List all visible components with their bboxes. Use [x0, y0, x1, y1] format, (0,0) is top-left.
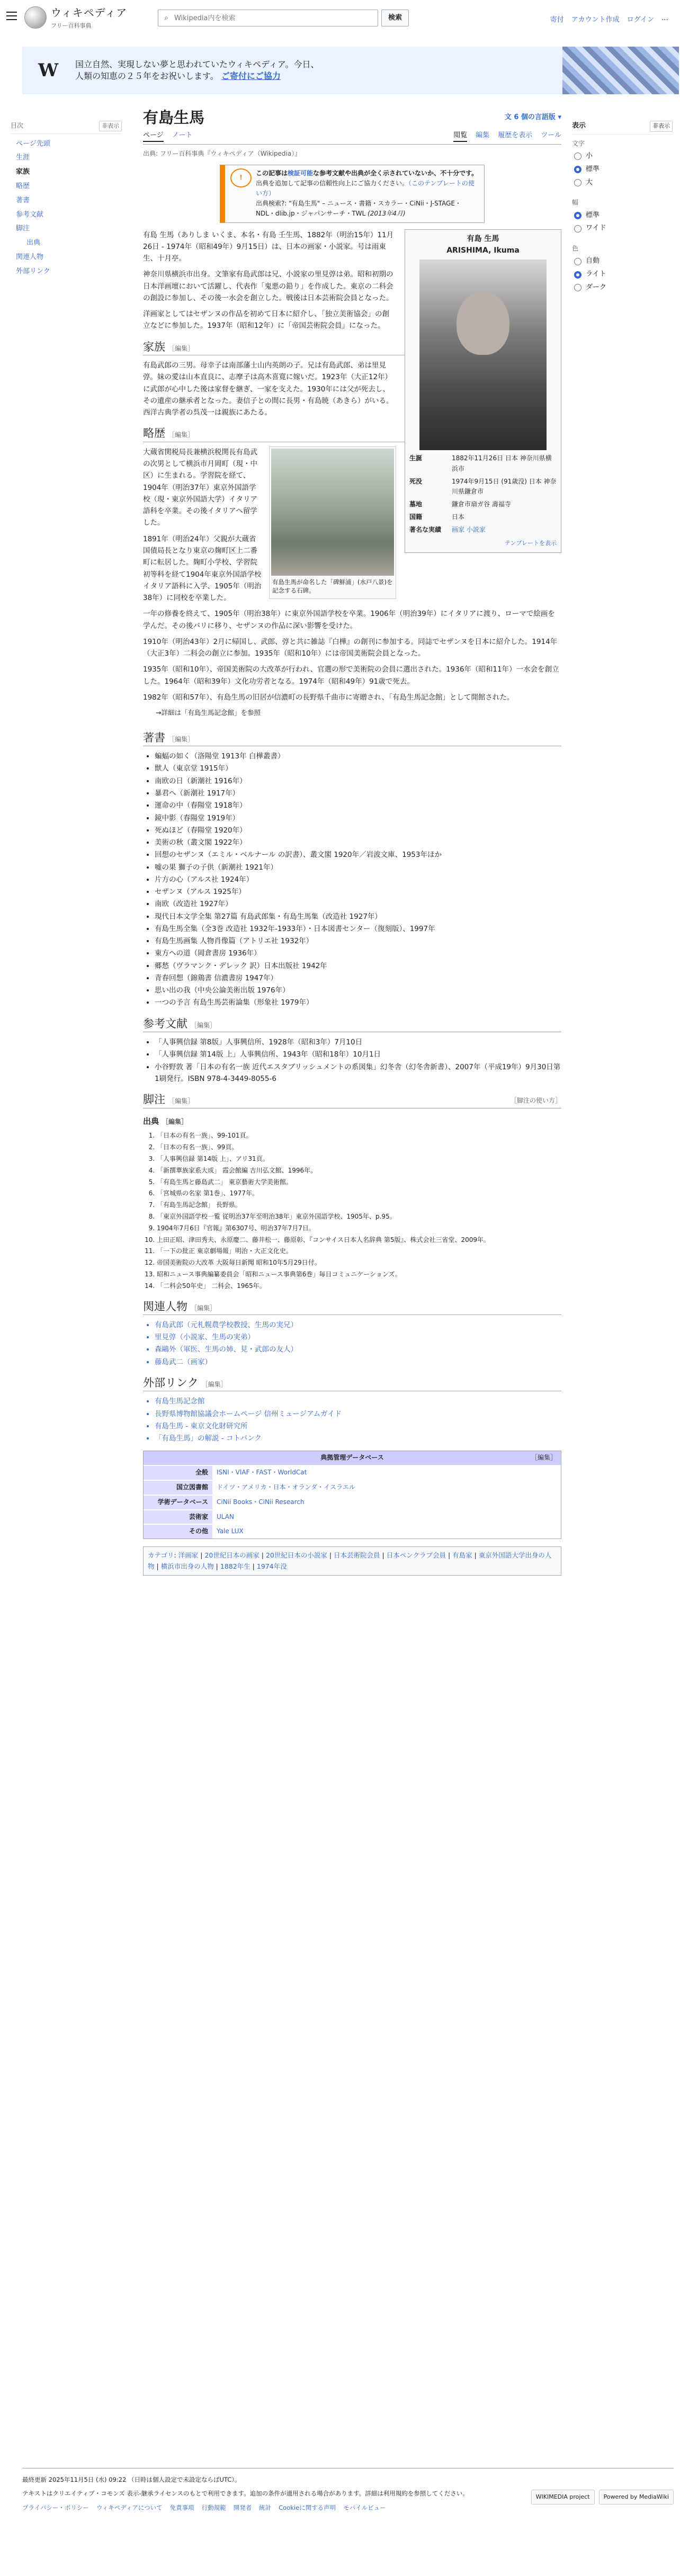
edit-section-link[interactable]: ［編集］ [168, 431, 194, 439]
list-item[interactable]: • 森鷗外（軍医、生馬の姉、見・武郎の友人） [155, 1344, 561, 1355]
heading-text: 脚注 [143, 1093, 165, 1106]
create-account-link[interactable]: アカウント作成 [571, 16, 620, 24]
license-text: テキストはクリエイティブ・コモンズ 表示-継承ライセンスのもとで利用できます。追加の条件が適用される場合があります。詳細は利用規約を参照してください。 [22, 2490, 469, 2498]
list-item: • 蝙蝠の如く（洛陽堂 1913年 白樺叢書） [155, 750, 561, 762]
navbox-links[interactable]: Yale LUX [212, 1524, 561, 1539]
warning-icon: ! [230, 168, 252, 187]
infobox-value: 1974年9月15日 (91歳没) 日本 神奈川県鎌倉市 [452, 477, 557, 496]
more-icon[interactable]: ⋯ [661, 16, 668, 24]
footnote-help-link[interactable]: ［脚注の使い方］ [510, 1097, 561, 1105]
page-title: 有島生馬 [143, 109, 205, 127]
thumbnail-caption: 有島生馬が命名した「碑鮮浦」(水戸八景)を記念する石碑。 [272, 578, 393, 594]
heading-text: 関連人物 [143, 1300, 187, 1313]
list-item: • 運命の中（春陽堂 1918年） [155, 800, 561, 811]
categories-label[interactable]: カテゴリ [148, 1551, 174, 1560]
list-item: • 有島生馬全集（全3巻 改造社 1932年-1933年）・日本図書センター（復刻版）、1997年 [155, 923, 561, 935]
category-link[interactable]: 東京外国語大学出身の人物 [148, 1551, 552, 1570]
infobox-value[interactable]: 画家 小説家 [452, 525, 486, 533]
article-body [143, 229, 561, 1576]
toc-item-career[interactable]: 略歴 [16, 182, 30, 190]
section-heading-works [143, 730, 561, 746]
career-paragraph: 1891年（明治24年）父親が大蔵省国債局長となり東京の麹町区上二番町に転居した。麹町小学校、学習院初等科を経て1904年東京外国語学校イタリア語科に入学、1905年（明治38年）に同校を卒業した。 [143, 534, 262, 603]
external-link[interactable]: • 長野県博物館協議会ホームページ 信州ミュージアムガイド [155, 1408, 561, 1420]
donate-link[interactable]: 寄付 [550, 16, 564, 24]
toc-item-notes[interactable]: 脚注 [16, 225, 30, 233]
infobox-name: 有島 生馬 [467, 234, 499, 243]
color-auto[interactable] [574, 256, 673, 267]
footnote: 2. 「日本の有名一族」、99頁。 [157, 1142, 561, 1153]
footnote: 7. 「有島生馬記念館」 長野県。 [157, 1200, 561, 1211]
navbox-table [144, 1465, 561, 1539]
footnote: 5. 「有島生馬と藤島武二」 東京藝術大学美術館。 [157, 1177, 561, 1188]
language-button-label: 6 個の言語版 [514, 113, 556, 121]
footer-badges [531, 2490, 674, 2505]
notice-text: な参考文献や出典が全く示されていないか、不十分です。 [313, 169, 478, 177]
infobox-key: 死没 [409, 477, 423, 485]
infobox [405, 229, 561, 553]
list-item: • 思い出の我（中央公論美術出版 1976年） [155, 985, 561, 996]
category-links: カテゴリ: 洋画家 | 20世紀日本の画家 | 20世紀日本の小説家 | 日本芸術院会員 | 日本ペンクラブ会員 | 有島家 | 東京外国語大学出身の人物 | 横浜市出身の人物 | 1882年生 | 1974年没 [143, 1546, 561, 1576]
navbox-header [144, 1451, 561, 1465]
career-paragraph: 1935年（昭和10年）、帝国美術院の大改革が行われ、官選の形で美術院の会員に選出された。1936年（昭和11年）一水会を創立した。1964年（昭和39年）文化功労者となる。1974年（昭和49年）91歳で死去。 [143, 665, 559, 686]
navbox-key: 学術データベース [144, 1495, 212, 1510]
career-paragraph: 大蔵省関税局長兼横浜税関長有島武の次男として横浜市月岡町（現・中区）に生まれる。学習院を経て、1904年（明治37年）東京外国語学校（現・東京外国語大学）イタリア語科を卒業。その後イタリアへ留学した。 [143, 448, 257, 527]
list-item: • 「人事興信録 第8版」人事興信所、1928年（昭和3年）7月10日 [155, 1036, 561, 1048]
footer-link[interactable]: 免責事項 [169, 2503, 194, 2511]
navbox-links[interactable]: ULAN [212, 1510, 561, 1525]
footer-link[interactable]: 統計 [259, 2503, 272, 2511]
logo-subtitle: フリー百科事典 [51, 22, 92, 29]
toc-title: 目次 [11, 122, 24, 129]
navbox-key: その他 [144, 1524, 212, 1539]
color-label: 色 [572, 245, 579, 253]
color-dark[interactable] [574, 282, 673, 293]
site-header [0, 0, 680, 38]
navbox-key: 全般 [144, 1465, 212, 1480]
page-tabs [143, 130, 561, 145]
list-item: • 死ぬほど（春陽堂 1920年） [155, 825, 561, 836]
footnotes-list [157, 1131, 561, 1291]
login-link[interactable]: ログイン [627, 16, 654, 24]
search-button[interactable]: 検索 [381, 10, 409, 26]
intro-paragraph: 洋画家としてはセザンヌの作品を初めて日本に紹介し、「独立美術協会」の創立などに参加した。1937年（昭和12年）に「帝国芸術院会員」になった。 [143, 310, 389, 330]
banner-puzzle-image [562, 47, 679, 94]
category-link[interactable]: 横浜市出身の人物 [160, 1562, 214, 1570]
verifiable-link[interactable]: 検証可能 [288, 169, 314, 177]
list-item: • 南欧（改造社 1927年） [155, 898, 561, 910]
list-item: • 東方への道（岡倉書房 1936年） [155, 947, 561, 959]
list-item: • 青春回想（錦鶏書 信濃書房 1947年） [155, 972, 561, 984]
monument-image[interactable] [271, 449, 394, 576]
category-link[interactable]: 1974年没 [256, 1562, 287, 1570]
navbox-title: 典拠管理データベース [320, 1454, 384, 1462]
footer-link[interactable]: モバイルビュー [343, 2503, 386, 2511]
list-item: • 有島生馬画集 人物肖像篇（アトリエ社 1932年） [155, 935, 561, 947]
edit-section-link[interactable]: ［編集］ [168, 344, 194, 352]
width-standard[interactable] [574, 210, 673, 221]
category-link[interactable]: 洋画家 [178, 1551, 199, 1560]
option-label: ライト [586, 270, 606, 279]
source-search-links[interactable]: 出典検索?: "有島生馬" – ニュース・書籍・スカラー・CiNii・J-STAGE・NDL・dlib.jp・ジャパンサーチ・TWL [256, 200, 461, 218]
external-links-list [155, 1396, 561, 1444]
category-link[interactable]: 1882年生 [220, 1562, 250, 1570]
article [143, 101, 561, 1576]
option-label: ワイド [586, 224, 606, 232]
see-also-note[interactable]: →詳細は「有島生馬記念館」を参照 [156, 709, 261, 717]
navbox-links[interactable]: ドイツ・アメリカ・日本・オランダ・イスラエル [212, 1480, 561, 1495]
external-link[interactable]: • 有島生馬記念館 [155, 1396, 561, 1407]
list-item: • 美術の秋（叢文閣 1922年） [155, 837, 561, 848]
radio-selected-icon [574, 166, 581, 173]
category-link[interactable]: 日本芸術院会員 [334, 1551, 380, 1560]
list-item: • 鏡中影（春陽堂 1919年） [155, 812, 561, 824]
list-item: • 獣人（東京堂 1915年） [155, 763, 561, 774]
edit-section-link[interactable]: ［編集］ [168, 735, 194, 743]
banner-logo: W [38, 59, 59, 81]
footnote: 12. 帝国美術院の大改革 大阪毎日新聞 昭和10年5月29日付。 [157, 1258, 561, 1268]
category-link[interactable]: 20世紀日本の画家 [204, 1551, 260, 1560]
references-list [155, 1036, 561, 1085]
toc-item-works[interactable]: 著書 [16, 196, 30, 204]
width-label: 幅 [572, 199, 579, 207]
wikimedia-badge[interactable]: WIKIMEDIA project [531, 2490, 595, 2505]
navbox-edit-link[interactable]: ［編集］ [531, 1454, 557, 1462]
heading-text: 家族 [143, 340, 165, 353]
edit-section-link[interactable]: ［編集］ [168, 1097, 194, 1105]
banner-text [75, 59, 562, 83]
tab-history[interactable]: 履歴を表示 [498, 131, 533, 139]
career-paragraph: 1982年（昭和57年）、有島生馬の旧居が信濃町の長野県千曲市に寄贈され、「有島生馬記念館」として開館された。 [143, 693, 514, 702]
option-label: 標準 [586, 165, 600, 173]
monument-thumbnail [269, 446, 396, 599]
notice-text: この記事は [256, 169, 288, 177]
infobox-key: 墓地 [409, 500, 423, 508]
text-size-large[interactable] [574, 177, 673, 189]
infobox-key: 生誕 [409, 454, 423, 462]
search-icon: ⌕ [164, 13, 168, 22]
option-label: 標準 [586, 211, 600, 219]
list-item: • 郷愁（ヴラマンク・デレック 訳）日本出版社 1942年 [155, 960, 561, 972]
footnote: 1. 「日本の有名一族」、99-101頁。 [157, 1131, 561, 1141]
list-item: • 暴君へ（新潮社 1917年） [155, 788, 561, 799]
works-list [155, 750, 561, 1009]
page-footer [22, 2468, 674, 2512]
navbox-key: 国立図書館 [144, 1480, 212, 1495]
source-line: 出典: フリー百科事典『ウィキペディア（Wikipedia）』 [143, 150, 301, 158]
tab-page[interactable]: ページ [143, 130, 164, 142]
option-label: 自動 [586, 257, 600, 265]
heading-text: 著書 [143, 731, 165, 744]
toc-hide-button[interactable]: 非表示 [99, 121, 122, 131]
width-wide[interactable] [574, 223, 673, 234]
list-item[interactable]: • 藤島武二（画家） [155, 1356, 561, 1368]
notice-date: (2013年4月) [368, 210, 406, 218]
color-light[interactable] [574, 269, 673, 280]
footnote: 4. 「新撰華族家系大成」 霞会館編 吉川弘文館、1996年。 [157, 1166, 561, 1176]
list-item: • 「人事興信録 第14版 上」人事興信所、1943年（昭和18年）10月1日 [155, 1049, 561, 1060]
citation-needed-notice [220, 165, 485, 223]
intro-paragraph: 有島 生馬（ありしま いくま、本名・有島 壬生馬、1882年（明治15年）11月26日 - 1974年（昭和49年）9月15日）は、日本の画家・小説家。号は雨東生、十月亭。 [143, 230, 394, 263]
footnote: 11. 「一下の批正 東京劇場報」明治・大正文化史。 [157, 1246, 561, 1257]
appearance-panel [572, 121, 673, 296]
tab-tools[interactable]: ツール [541, 131, 561, 139]
radio-icon [574, 258, 581, 265]
heading-text: 外部リンク [143, 1376, 199, 1389]
external-link[interactable]: • 有島生馬 - 東京文化財研究所 [155, 1420, 561, 1432]
list-item: • 嘘の果 獅子の子供（新潮社 1921年） [155, 862, 561, 873]
footnote: 8. 「東京外国語学校一覧 従明治37年至明治38年」東京外国語学校、1905年、p.95。 [157, 1212, 561, 1222]
text-size-label: 文字 [572, 139, 585, 147]
infobox-key: 国籍 [409, 513, 423, 521]
list-item: • 小谷野敦 著「日本の有名一族 近代エスタブリッシュメントの系図集」幻冬舎（幻冬舎新書）、2007年（平成19年）9月30日第1刷発行。ISBN 978-4-3449-8055-6 [155, 1061, 561, 1085]
toc-item-references[interactable]: 参考文献 [16, 210, 44, 219]
list-item: • 片方の心（アルス社 1924年） [155, 874, 561, 885]
section-heading-related [143, 1299, 561, 1315]
infobox-roman: ARISHIMA, Ikuma [446, 246, 520, 255]
radio-icon [574, 284, 581, 291]
career-paragraph: 1910年（明治43年）2月に帰国し、武郎、弴と共に雑誌『白樺』の創刊に参加する。同誌でセザンヌを日本に紹介した。1914年（大正3年）二科会の創立に参加。1935年（昭和10年）には帝国美術院会員となった。 [143, 637, 558, 658]
category-link[interactable]: 20世紀日本の小説家 [265, 1551, 327, 1560]
list-item: • 回想のセザンヌ（エミル・ベルナール の訳書）、叢文閣 1920年／岩波文庫、1953年ほか [155, 849, 561, 861]
infobox-value: 日本 [452, 513, 465, 521]
language-button[interactable]: 文 6 個の言語版 ▾ [504, 113, 561, 121]
header-links [550, 15, 668, 26]
edit-section-link[interactable]: ［編集］ [191, 1021, 217, 1029]
infobox-value: 1882年11月26日 日本 神奈川県横浜市 [452, 454, 552, 472]
external-link[interactable]: • 「有島生馬」の解説 - コトバンク [155, 1433, 561, 1444]
intro-paragraph: 神奈川県横浜市出身。文筆家有島武郎は兄、小説家の里見弴は弟。昭和初期の日本洋画壇において活躍し、代表作「鬼悪の鉛り」を作成した。東京の二科会の創設に参加し、その後一水会を創立した。戦後は日本芸術院会員となった。 [143, 270, 393, 302]
table-of-contents [11, 121, 122, 279]
portrait-photo[interactable] [419, 260, 547, 450]
notice-text: 出典を追加して記事の信頼性向上にご協力ください。 [256, 179, 409, 187]
tab-talk[interactable]: ノート [172, 131, 193, 139]
tab-edit[interactable]: 編集 [476, 131, 490, 139]
family-paragraph: 有島武郎の三男。母幸子は南部藩士山内英朗の子。兄は有島武郎、弟は里見弴。妹の愛は山本直良に、志摩子は高木喜寛に嫁いだ。1923年（大正12年）に武郎が心中した後は家督を継ぎ、一家を支えた。1930年には父が死去し、その遺産の継承者となった。妻信子との間に長男・有島暁（あきら）がいる。西洋古典学者の呉茂一は親族にあたる。 [143, 361, 393, 417]
tab-read[interactable]: 閲覧 [453, 130, 467, 142]
section-heading-references [143, 1016, 561, 1032]
infobox-key: 著名な実績 [409, 525, 442, 533]
text-size-small[interactable] [574, 151, 673, 162]
appearance-header [572, 121, 673, 135]
option-label: ダーク [586, 283, 607, 291]
list-item: • 南欧の日（新潮社 1916年） [155, 775, 561, 787]
category-link[interactable]: 日本ペンクラブ会員 [386, 1551, 446, 1560]
toc-item-sources[interactable]: 出典 [26, 239, 41, 247]
related-list [155, 1319, 561, 1368]
infobox-table [407, 452, 559, 536]
last-updated: 最終更新 2025年11月5日 (水) 09:22 （日時は個人設定で未設定ならばUTC）。 [22, 2476, 241, 2483]
footer-link[interactable]: プライバシー・ポリシー [22, 2503, 89, 2511]
option-label: 大 [586, 178, 593, 186]
main-menu-icon[interactable] [6, 12, 17, 20]
logo-title: ウィキペディア [51, 6, 128, 19]
footer-link[interactable]: Cookieに関する声明 [279, 2503, 336, 2511]
navbox-links[interactable]: CiNii Books・CiNii Research [212, 1495, 561, 1510]
edit-section-link[interactable]: ［編集］ [191, 1304, 217, 1312]
show-template-link[interactable]: テンプレートを表示 [504, 539, 557, 547]
toc-item-top[interactable]: ページ先頭 [16, 139, 50, 148]
option-label: 小 [586, 151, 593, 160]
list-item: • 一つの予言 有島生馬芸術論集（形象社 1979年） [155, 997, 561, 1008]
radio-icon [574, 179, 581, 186]
radio-selected-icon [574, 271, 581, 279]
edit-section-link[interactable]: ［編集］ [201, 1380, 227, 1388]
list-item: • 現代日本文学全集 第27篇 有島武郎集・有島生馬集（改造社 1927年） [155, 911, 561, 923]
toc-item-family[interactable]: 家族 [16, 168, 30, 176]
authority-control-box [143, 1451, 561, 1539]
heading-text: 参考文献 [143, 1017, 187, 1030]
heading-text: 略歴 [143, 427, 165, 440]
footer-link[interactable]: 行動規範 [201, 2503, 226, 2511]
text-size-standard[interactable] [574, 164, 673, 175]
toc-item-related[interactable]: 関連人物 [16, 253, 44, 261]
mediawiki-badge[interactable]: Powered by MediaWiki [599, 2490, 674, 2505]
subsection-heading-sources [143, 1115, 561, 1128]
appearance-title: 表示 [572, 122, 586, 130]
banner-donate-link[interactable]: ご寄付にご協力 [221, 71, 281, 81]
footnote: 10. 上田正昭、津田秀夫、永原慶二、藤井松一、藤原彰、『コンサイス日本人名辞典 第5版』、株式会社三省堂、2009年。 [157, 1235, 561, 1246]
radio-icon [574, 153, 581, 160]
search-box [158, 10, 378, 26]
toc-item-life[interactable]: 生涯 [16, 154, 30, 162]
heading-text: 出典 [143, 1116, 159, 1126]
radio-icon [574, 225, 581, 232]
appearance-hide-button[interactable]: 非表示 [650, 121, 673, 132]
category-link[interactable]: 有島家 [452, 1551, 472, 1560]
footer-link[interactable]: 開発者 [233, 2503, 252, 2511]
footnote: 9. 1904年7月6日『官報』第6307号、明治37年7月7日。 [157, 1223, 561, 1234]
template-usage-link[interactable]: （このテンプレートの使い方） [256, 179, 475, 198]
navbox-links[interactable]: ISNI・VIAF・FAST・WorldCat [212, 1465, 561, 1480]
radio-selected-icon [574, 212, 581, 219]
footnote: 14. 「二科会50年史」 二科会、1965年。 [157, 1281, 561, 1292]
wikipedia-globe-icon [24, 6, 47, 29]
footnote: 13. 昭和ニュース事典編纂委員会「昭和ニュース事典第6巻」毎日コミュニケーションズ。 [157, 1269, 561, 1280]
footnote: 6. 「宮城県の名家 第1巻」、1977年。 [157, 1188, 561, 1199]
section-heading-notes [143, 1092, 561, 1108]
banner-line-2: 人類の知恵の２５年をお祝いします。 [75, 71, 219, 81]
toc-item-external[interactable]: 外部リンク [16, 267, 50, 275]
search-input[interactable] [174, 14, 378, 22]
section-heading-external [143, 1375, 561, 1391]
infobox-value: 鎌倉市扇ガ谷 壽福寺 [452, 500, 511, 508]
navbox-key: 芸術家 [144, 1510, 212, 1525]
list-item[interactable]: • 有島武郎（元札幌農学校教授、生馬の実兄） [155, 1319, 561, 1331]
career-paragraph: 一年の修養を終えて、1905年（明治38年）に東京外国語学校を卒業。1906年（明治39年）にイタリアに渡り、ローマで絵画を学んだ。その後パリに移り、セザンヌの作品に深い影響を受けた。 [143, 610, 555, 630]
banner-line-1: 国立自然、実現しない夢と思われていたウィキペディア。今日、 [75, 59, 319, 69]
list-item: • セザンヌ（アルス 1925年） [155, 886, 561, 898]
edit-section-link[interactable]: ［編集］ [162, 1117, 188, 1125]
toc-header [11, 121, 122, 134]
footnote: 3. 「人事興信録 第14版 上」、アリ31頁。 [157, 1154, 561, 1165]
site-logo[interactable] [24, 4, 127, 31]
footer-link[interactable]: ウィキペディアについて [96, 2503, 163, 2511]
fundraising-banner [22, 47, 679, 94]
list-item[interactable]: • 里見弴（小説家、生馬の実弟） [155, 1331, 561, 1343]
